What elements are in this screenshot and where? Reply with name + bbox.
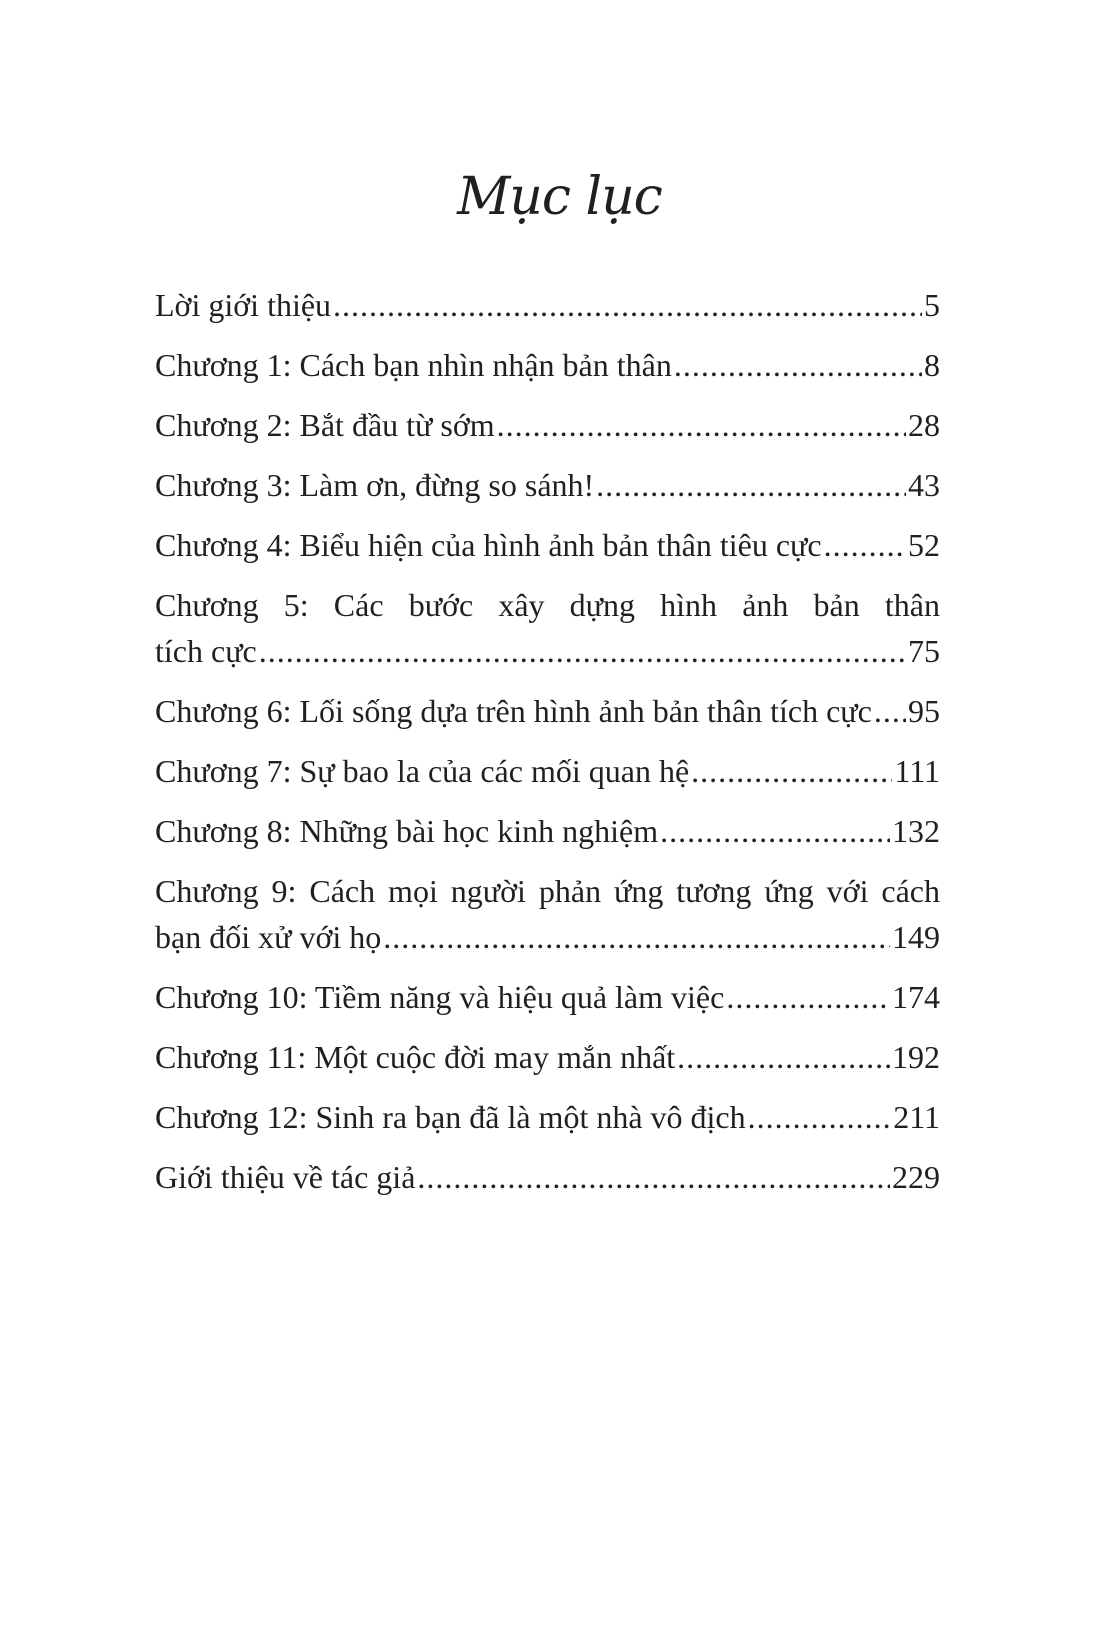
dot-leader (333, 282, 922, 328)
toc-entry-page: 211 (893, 1099, 940, 1135)
toc-entry-label: Chương 10: Tiềm năng và hiệu quả làm việc (155, 979, 725, 1015)
toc-entry-chapter-11[interactable] (155, 1034, 940, 1080)
dot-leader (497, 402, 906, 448)
toc-entry-page: 174 (892, 979, 940, 1015)
toc-entry-chapter-6[interactable] (155, 688, 940, 734)
toc-entry-label: Chương 12: Sinh ra bạn đã là một nhà vô địch (155, 1099, 746, 1135)
dot-leader (674, 342, 922, 388)
toc-entry-label: Chương 6: Lối sống dựa trên hình ảnh bản thân tích cực (155, 693, 872, 729)
toc-entry-page: 28 (908, 407, 940, 443)
toc-entry-intro[interactable] (155, 282, 940, 328)
toc-entry-label: Giới thiệu về tác giả (155, 1159, 416, 1195)
page-title: Mục lục (457, 167, 662, 227)
toc-entry-label-line1: Chương 5: Các bước xây dựng hình ảnh bản thân (155, 587, 940, 623)
toc-entry-label-line2: bạn đối xử với họ (155, 919, 382, 955)
toc-entry-label: Chương 11: Một cuộc đời may mắn nhất (155, 1039, 676, 1075)
toc-entry-label-line2: tích cực (155, 633, 257, 669)
dot-leader (417, 1154, 890, 1200)
dot-leader (596, 462, 906, 508)
toc-entry-chapter-12[interactable] (155, 1094, 940, 1140)
dot-leader (383, 914, 890, 960)
toc-entry-label: Chương 8: Những bài học kinh nghiệm (155, 813, 659, 849)
toc-entry-chapter-8[interactable] (155, 808, 940, 854)
dot-leader (748, 1094, 892, 1140)
toc-entry-chapter-2[interactable] (155, 402, 940, 448)
toc-entry-page: 192 (892, 1039, 940, 1075)
toc-entry-label: Chương 2: Bắt đầu từ sớm (155, 407, 495, 443)
toc-entry-chapter-4[interactable] (155, 522, 940, 568)
toc-entry-label: Lời giới thiệu (155, 287, 332, 323)
toc-entry-page: 111 (894, 753, 940, 789)
toc-entry-label: Chương 4: Biểu hiện của hình ảnh bản thân tiêu cực (155, 527, 822, 563)
toc-entry-page: 149 (892, 919, 940, 955)
toc-entry-page: 8 (924, 347, 940, 383)
toc-entry-label: Chương 7: Sự bao la của các mối quan hệ (155, 753, 690, 789)
toc-entry-about-author[interactable] (155, 1154, 940, 1200)
toc-entry-label: Chương 3: Làm ơn, đừng so sánh! (155, 467, 595, 503)
dot-leader (726, 974, 890, 1020)
toc-entry-page: 43 (908, 467, 940, 503)
toc-entry-page: 132 (892, 813, 940, 849)
toc-entry-chapter-7[interactable] (155, 748, 940, 794)
dot-leader (824, 522, 906, 568)
toc-entry-page: 75 (908, 633, 940, 669)
toc-entry-page: 5 (924, 287, 940, 323)
dot-leader (660, 808, 890, 854)
toc-entry-page: 95 (908, 693, 940, 729)
toc-entry-chapter-5[interactable] (155, 582, 940, 674)
toc-entry-page: 52 (908, 527, 940, 563)
toc-entry-page: 229 (892, 1159, 940, 1195)
dot-leader (691, 748, 892, 794)
dot-leader (874, 688, 906, 734)
toc-entry-chapter-10[interactable] (155, 974, 940, 1020)
dot-leader (259, 628, 906, 674)
dot-leader (677, 1034, 890, 1080)
toc-entry-label: Chương 1: Cách bạn nhìn nhận bản thân (155, 347, 672, 383)
toc-entry-chapter-1[interactable] (155, 342, 940, 388)
toc-entry-chapter-3[interactable] (155, 462, 940, 508)
toc-entry-label-line1: Chương 9: Cách mọi người phản ứng tương ứng với cách (155, 873, 940, 909)
table-of-contents (155, 282, 940, 1214)
toc-entry-chapter-9[interactable] (155, 868, 940, 960)
